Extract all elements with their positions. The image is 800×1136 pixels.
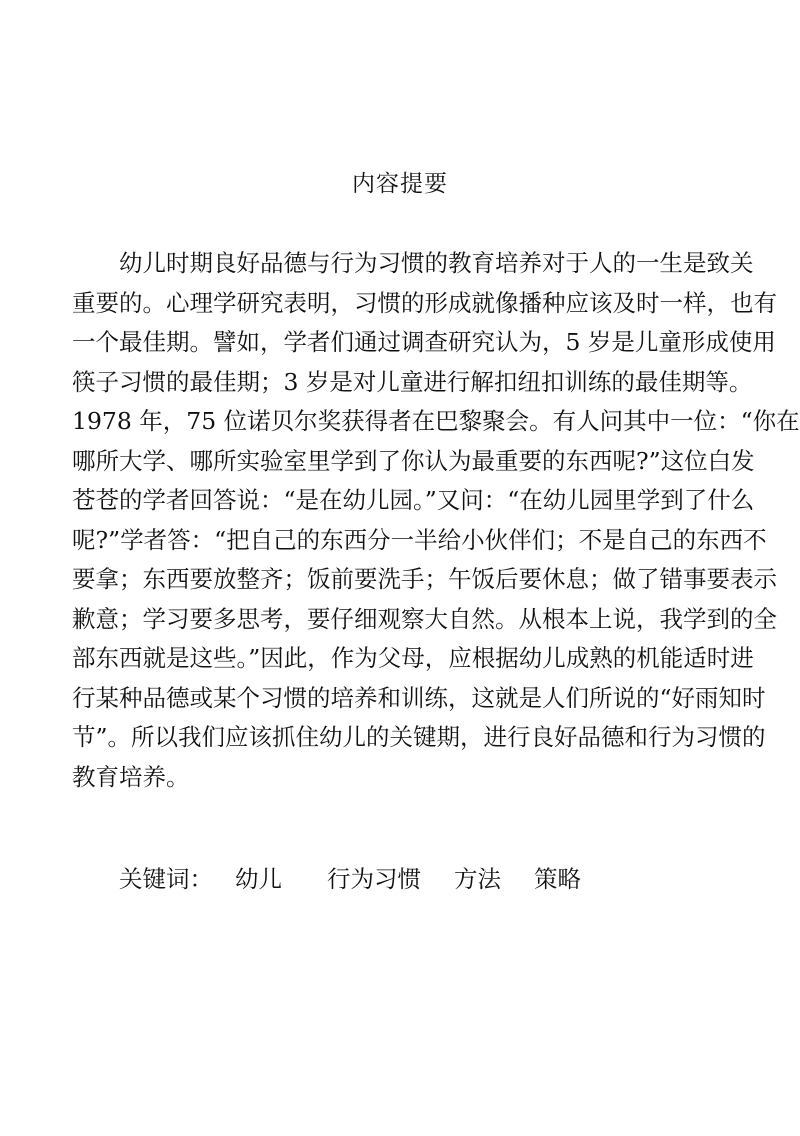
keyword: 行为习惯 <box>327 865 421 893</box>
keyword: 方法 <box>454 865 501 893</box>
page-title: 内容提要 <box>352 171 448 197</box>
keywords-label: 关键词： <box>119 865 213 893</box>
abstract-paragraph <box>72 244 800 797</box>
paragraph-line: 1978 年，75 位诺贝尔奖获得者在巴黎聚会。有人问其中一位：“你在 <box>72 407 800 435</box>
paragraph-line: 行某种品德或某个习惯的培养和训练，这就是人们所说的“好雨知时 <box>72 683 766 712</box>
paragraph-line: 节”。所以我们应该抓住幼儿的关键期，进行良好品德和行为习惯的 <box>72 723 766 751</box>
paragraph-line: 筷子习惯的最佳期；3 岁是对儿童进行解扣纽扣训练的最佳期等。 <box>72 367 753 396</box>
paragraph-line: 呢?”学者答：“把自己的东西分一半给小伙伴们；不是自己的东西不 <box>72 525 767 554</box>
keywords-row <box>119 860 581 900</box>
keyword: 策略 <box>534 865 581 893</box>
paragraph-line: 教育培养。 <box>72 762 190 791</box>
paragraph-line: 苍苍的学者回答说：“是在幼儿园。”又问：“在幼儿园里学到了什么 <box>72 486 755 514</box>
paragraph-line: 哪所大学、哪所实验室里学到了你认为最重要的东西呢?”这位白发 <box>72 446 755 475</box>
paragraph-line: 一个最佳期。譬如，学者们通过调查研究认为，5 岁是儿童形成使用 <box>72 328 776 356</box>
paragraph-line: 重要的。心理学研究表明，习惯的形成就像播种应该及时一样，也有 <box>72 288 777 317</box>
keyword: 幼儿 <box>235 865 282 893</box>
paragraph-line: 幼儿时期良好品德与行为习惯的教育培养对于人的一生是致关 <box>119 249 754 277</box>
paragraph-line: 歉意；学习要多思考，要仔细观察大自然。从根本上说，我学到的全 <box>72 604 777 633</box>
paragraph-line: 要拿；东西要放整齐；饭前要洗手；午饭后要休息；做了错事要表示 <box>72 565 777 593</box>
paragraph-line: 部东西就是这些。”因此，作为父母，应根据幼儿成熟的机能适时进 <box>72 644 754 672</box>
